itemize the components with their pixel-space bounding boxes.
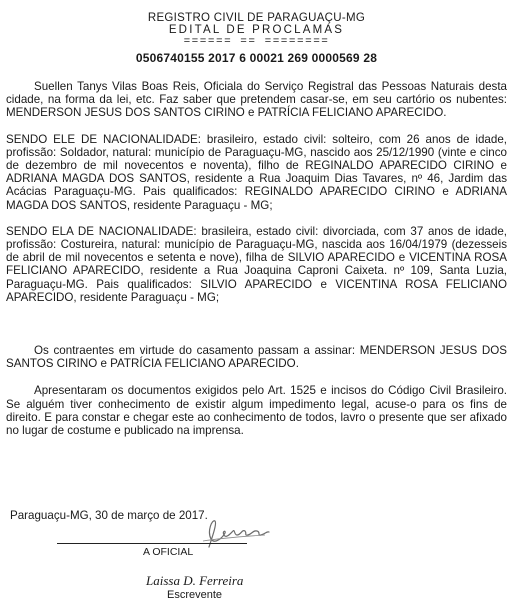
oficial-label: A OFICIAL xyxy=(143,546,194,558)
edict-title: EDITAL DE PROCLAMAS xyxy=(168,24,345,36)
groom-paragraph: SENDO ELE DE NACIONALIDADE: brasileiro, estado civil: solteiro, com 26 anos de idade, profissão: Soldador, natural: município de Paraguaçu-MG, nascido aos 25/12/1990 (vinte e cinco de dezembro de mil novecentos e noventa), filho de REGINALDO APARECIDO CIRINO e ADRIANA MAGDA DOS SANTOS, residente a Rua Joaquim Dias Tavares, nº 46, Jardim das Acácias Paraguaçu-MG. Pais qualificados: REGINALDO APARECIDO CIRINO e ADRIANA MAGDA DOS SANTOS, residente Paraguaçu - MG; xyxy=(6,132,507,212)
registry-title: REGISTRO CIVIL DE PARAGUAÇU-MG xyxy=(147,12,366,24)
signer-name: Laissa D. Ferreira xyxy=(146,573,244,588)
registry-code: 0506740155 2017 6 00021 269 0000569 28 xyxy=(135,51,378,65)
signatures-paragraph: Os contraentes em virtude do casamento passam a assinar: MENDERSON JESUS DOS SANTOS CIRINO e PATRÍCIA FELICIANO APARECIDO. xyxy=(6,344,507,371)
handwritten-signature xyxy=(195,517,275,553)
document-body xyxy=(6,80,507,457)
title-underline: ====== == ======== xyxy=(183,36,330,48)
document-header xyxy=(0,12,513,64)
bride-paragraph: SENDO ELA DE NACIONALIDADE: brasileira, estado civil: divorciada, com 37 anos de idade, profissão: Costureira, natural: município de Paraguaçu-MG, nascida aos 16/04/1979 (dezesseis de abril de mil novecentos e setenta e nove), filha de SILVIO APARECIDO e VICENTINA ROSA FELICIANO APARECIDO, residente a Rua Joaquina Caproni Caixeta. nº 109, Santa Luzia, Paraguaçu-MG. Pais qualificados: SILVIO APARECIDO e VICENTINA ROSA FELICIANO APARECIDO, residente Paraguaçu - MG; xyxy=(6,224,507,304)
signature-line xyxy=(57,543,247,544)
signer-role: Escrevente xyxy=(167,589,223,601)
date-line: Paraguaçu-MG, 30 de março de 2017. xyxy=(10,509,208,522)
intro-paragraph: Suellen Tanys Vilas Boas Reis, Oficiala do Serviço Registral das Pessoas Naturais desta cidade, na forma da lei, etc. Faz saber que pretendem casar-se, em seu cartório os nubentes: MENDERSON JESUS DOS SANTOS CIRINO e PATRÍCIA FELICIANO APARECIDO. xyxy=(6,80,507,120)
documents-paragraph: Apresentaram os documentos exigidos pelo Art. 1525 e incisos do Código Civil Brasileiro. Se alguém tiver conhecimento de existir algum impedimento legal, acuse-o para os fins de direito. E para constar e chegar este ao conhecimento de todos, lavro o presente que ser afixado no lugar de costume e publicado na imprensa. xyxy=(6,384,507,438)
